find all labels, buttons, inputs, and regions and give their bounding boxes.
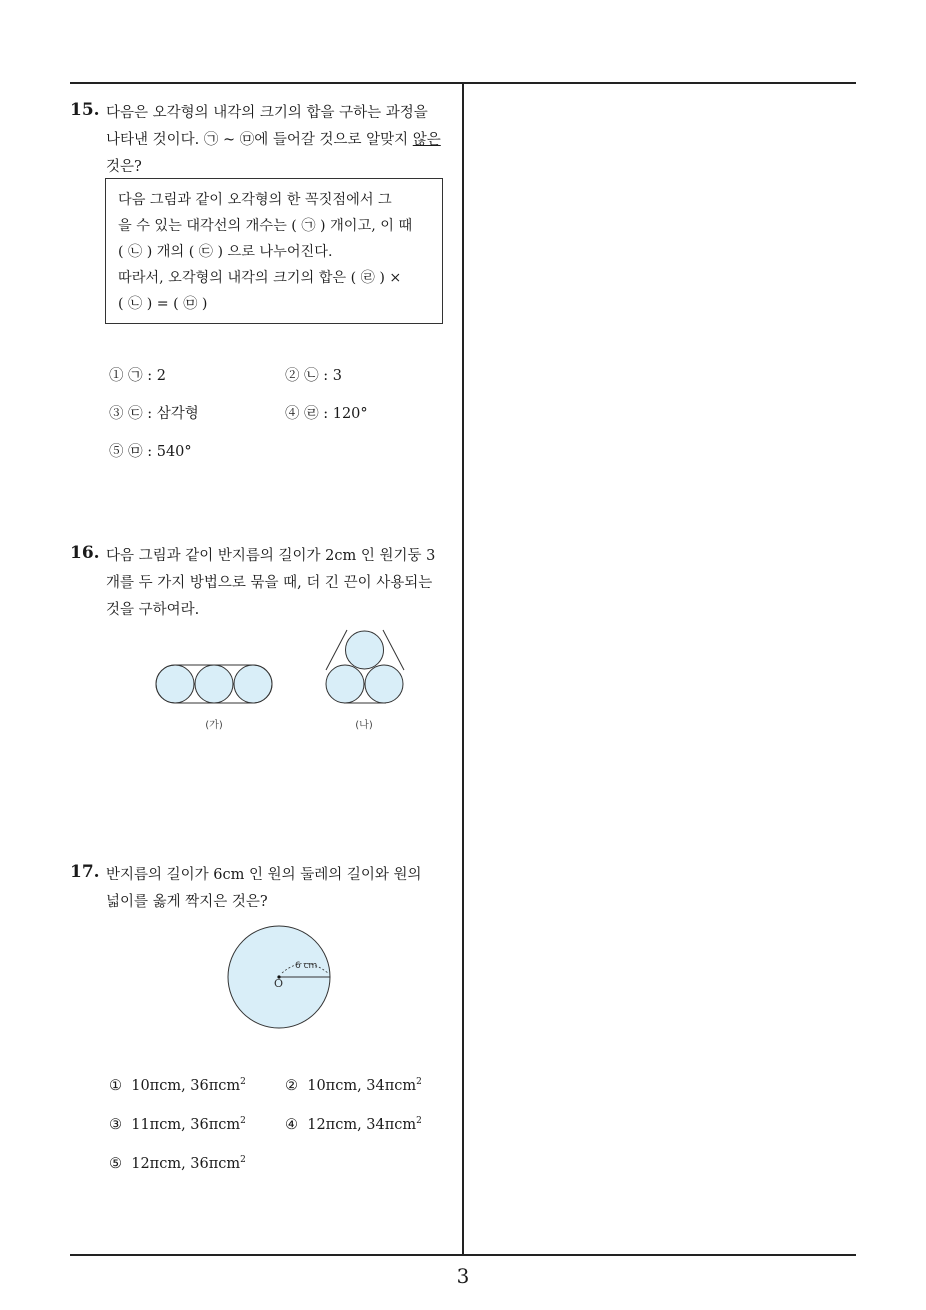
explanation-box <box>105 178 443 324</box>
figure-a <box>156 665 272 703</box>
box-line: ( ㉡ ) 개의 ( ㉢ ) 으로 나누어진다. <box>118 244 333 260</box>
question-line <box>106 127 456 154</box>
choice-5[interactable]: ⑤ ㉤ : 540° <box>109 444 192 460</box>
question-line: 반지름의 길이가 6cm 인 원의 둘레의 길이와 원의 <box>106 867 422 883</box>
choice-5[interactable] <box>109 1155 246 1172</box>
question-line: 것은? <box>106 159 142 175</box>
choice-text: 11πcm, 36πcm <box>131 1116 241 1133</box>
question-text <box>106 543 456 624</box>
superscript: 2 <box>240 1155 246 1165</box>
cylinder-circle <box>365 665 403 703</box>
superscript: 2 <box>240 1116 246 1126</box>
question-15 <box>70 100 456 312</box>
choice-3[interactable]: ③ ㉢ : 삼각형 <box>109 406 199 422</box>
question-line: 다음은 오각형의 내각의 크기의 합을 구하는 과정을 <box>106 105 428 121</box>
cylinders-figure <box>150 625 420 715</box>
question-line: 넓이를 옳게 짝지은 것은? <box>106 894 268 910</box>
choice-4[interactable] <box>285 1116 422 1133</box>
choice-number: ⑤ <box>109 1155 122 1172</box>
question-line-part: 나타낸 것이다. ㉠ ~ ㉤에 들어갈 것으로 알맞지 <box>106 132 413 148</box>
choice-number: ② <box>285 1077 298 1094</box>
choice-text: 10πcm, 34πcm <box>307 1077 417 1094</box>
choice-4[interactable]: ④ ㉣ : 120° <box>285 406 368 422</box>
page-number: 3 <box>456 1264 470 1288</box>
question-text <box>106 862 456 916</box>
question-line: 다음 그림과 같이 반지름의 길이가 2cm 인 원기둥 3 <box>106 548 436 564</box>
choice-text: 10πcm, 36πcm <box>131 1077 241 1094</box>
cylinder-circle <box>326 665 364 703</box>
box-line: 을 수 있는 대각선의 개수는 ( ㉠ ) 개이고, 이 때 <box>118 218 413 234</box>
question-line: 개를 두 가지 방법으로 묶을 때, 더 긴 끈이 사용되는 <box>106 575 433 591</box>
question-number: 15. <box>70 100 100 120</box>
band-line <box>383 630 404 670</box>
radius-label: 6 cm <box>295 961 318 971</box>
question-line: 것을 구하여라. <box>106 602 200 618</box>
column-divider <box>462 83 464 1256</box>
question-number: 17. <box>70 862 100 882</box>
choice-3[interactable] <box>109 1116 246 1133</box>
choice-1[interactable] <box>109 1077 246 1094</box>
choice-2[interactable]: ② ㉡ : 3 <box>285 368 342 384</box>
cylinder-circle <box>346 631 384 669</box>
choice-number: ③ <box>109 1116 122 1133</box>
box-line: ( ㉡ ) = ( ㉤ ) <box>118 296 208 312</box>
center-label: O <box>274 977 284 990</box>
figure-label-a: (가) <box>205 720 223 731</box>
box-line: 따라서, 오각형의 내각의 크기의 합은 ( ㉣ ) × <box>118 270 402 286</box>
band-line <box>326 630 347 670</box>
superscript: 2 <box>416 1077 422 1087</box>
figure-label-b: (나) <box>355 720 373 731</box>
choice-number: ① <box>109 1077 122 1094</box>
cylinder-circle <box>195 665 233 703</box>
question-16 <box>70 543 456 624</box>
footer-rule <box>70 1254 856 1256</box>
box-line: 다음 그림과 같이 오각형의 한 꼭짓점에서 그 <box>118 192 392 208</box>
underlined-word: 않은 <box>412 132 441 148</box>
superscript: 2 <box>416 1116 422 1126</box>
choice-text: 12πcm, 36πcm <box>131 1155 241 1172</box>
question-number: 16. <box>70 543 100 563</box>
superscript: 2 <box>240 1077 246 1087</box>
question-text <box>106 100 456 181</box>
figure-b <box>326 630 404 703</box>
choice-1[interactable]: ① ㉠ : 2 <box>109 368 166 384</box>
choice-number: ④ <box>285 1116 298 1133</box>
question-17 <box>70 862 456 916</box>
choice-2[interactable] <box>285 1077 422 1094</box>
choice-text: 12πcm, 34πcm <box>307 1116 417 1133</box>
